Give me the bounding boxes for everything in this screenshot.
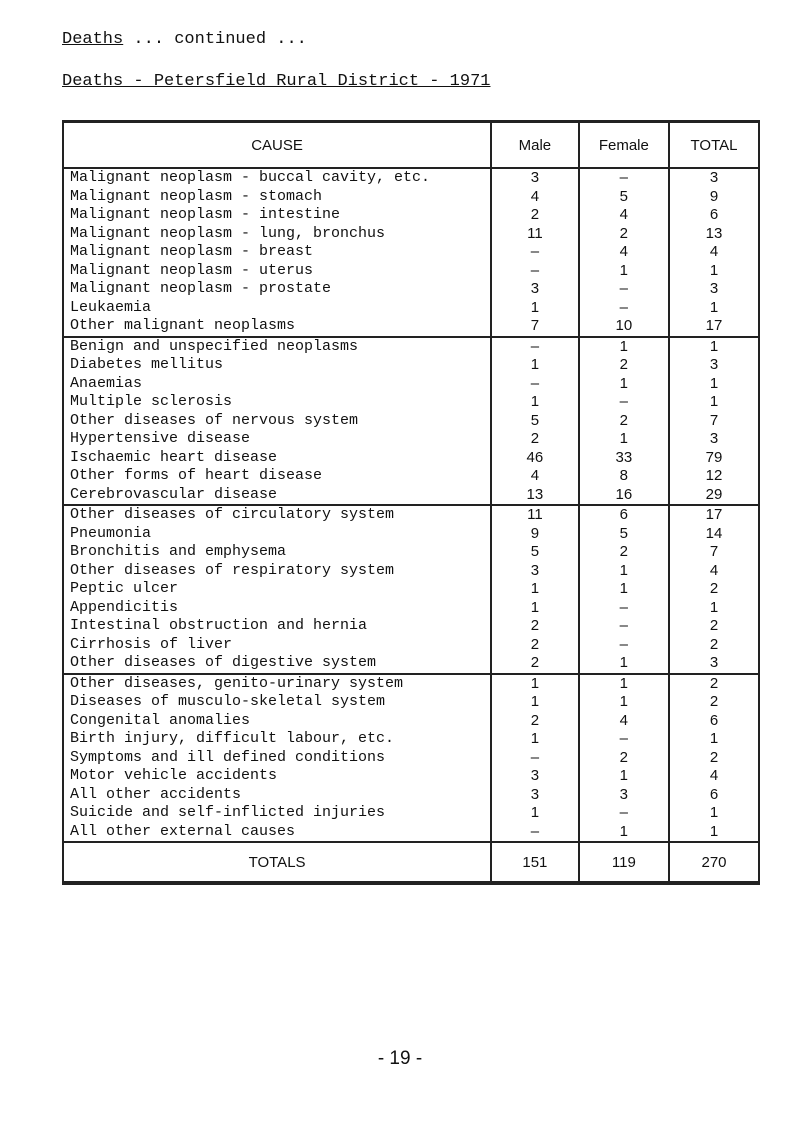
count-value: – (530, 243, 540, 260)
count-value: – (619, 298, 629, 316)
count-value: – (619, 393, 629, 410)
count-value: 2 (619, 748, 629, 766)
count-value: 3 (619, 785, 629, 803)
cause-label: Other forms of heart disease (70, 467, 323, 484)
cause-label: Malignant neoplasm - buccal cavity, etc. (70, 169, 431, 186)
count-value: 2 (530, 635, 540, 653)
count-value: 3 (530, 280, 540, 297)
count-value: 2 (709, 693, 719, 710)
count-value: 1 (530, 598, 540, 616)
count-value: 3 (709, 356, 719, 373)
female-cell (579, 505, 669, 674)
cause-label: Ischaemic heart disease (70, 448, 278, 466)
count-value: 12 (705, 467, 723, 484)
male-cell (491, 505, 579, 674)
cause-label: Benign and unspecified neoplasms (70, 337, 359, 355)
count-value: 17 (705, 506, 723, 523)
totals-female: 119 (579, 842, 669, 883)
count-value: 5 (530, 411, 540, 429)
count-value: 2 (530, 206, 540, 223)
cause-label: Congenital anomalies (70, 711, 251, 729)
count-value: 9 (530, 524, 540, 542)
count-value: 1 (709, 822, 719, 840)
count-value: 1 (619, 654, 629, 671)
cause-label: Diseases of musculo-skeletal system (70, 693, 386, 710)
count-value: 3 (530, 767, 540, 784)
header-total: TOTAL (669, 122, 759, 169)
cause-label: Anaemias (70, 374, 143, 392)
count-value: 5 (619, 524, 629, 542)
count-value: – (619, 617, 629, 634)
count-value: 1 (530, 693, 540, 710)
count-value: 2 (530, 654, 540, 671)
count-value: 2 (709, 617, 719, 634)
count-value: 4 (709, 561, 719, 579)
cause-label: Leukaemia (70, 298, 152, 316)
count-value: 46 (526, 448, 544, 466)
cause-label: Appendicitis (70, 598, 179, 616)
count-value: 1 (530, 580, 540, 597)
header-female: Female (579, 122, 669, 169)
count-value: 4 (530, 467, 540, 484)
count-value: 1 (709, 374, 719, 392)
count-value: 2 (619, 543, 629, 560)
count-value: 2 (709, 748, 719, 766)
count-value: 4 (709, 243, 719, 260)
deaths-table (62, 120, 760, 885)
cause-label: Motor vehicle accidents (70, 767, 278, 784)
count-value: 2 (530, 711, 540, 729)
cause-label: Malignant neoplasm - breast (70, 243, 314, 260)
count-value: 1 (619, 261, 629, 279)
cause-label: Diabetes mellitus (70, 356, 224, 373)
cause-label: Other diseases of respiratory system (70, 561, 395, 579)
count-value: 1 (709, 337, 719, 355)
row-group (63, 168, 759, 337)
count-value: 3 (709, 169, 719, 186)
cause-label: Symptoms and ill defined conditions (70, 748, 386, 766)
count-value: 1 (709, 261, 719, 279)
count-value: 2 (530, 430, 540, 447)
count-value: 1 (709, 298, 719, 316)
count-value: 13 (526, 485, 544, 503)
cause-label: Hypertensive disease (70, 430, 251, 447)
count-value: 33 (615, 448, 633, 466)
count-value: – (530, 261, 540, 279)
count-value: 6 (709, 785, 719, 803)
count-value: 1 (709, 804, 719, 821)
count-value: – (619, 169, 629, 186)
count-value: 10 (615, 317, 633, 334)
cause-label: Suicide and self-inflicted injuries (70, 804, 386, 821)
cause-label: Other diseases, genito-urinary system (70, 674, 404, 692)
count-value: 1 (619, 337, 629, 355)
count-value: 3 (709, 430, 719, 447)
male-cell (491, 337, 579, 506)
count-value: 6 (709, 206, 719, 223)
totals-row (63, 842, 759, 883)
count-value: 1 (530, 674, 540, 692)
count-value: 29 (705, 485, 723, 503)
count-value: 4 (530, 187, 540, 205)
cause-label: Birth injury, difficult labour, etc. (70, 730, 395, 747)
cause-label: All other accidents (70, 785, 242, 803)
cause-cell (63, 337, 491, 506)
cause-label: All other external causes (70, 822, 296, 840)
count-value: 7 (709, 411, 719, 429)
cause-label: Bronchitis and emphysema (70, 543, 287, 560)
count-value: 1 (619, 580, 629, 597)
count-value: 9 (709, 187, 719, 205)
count-value: 2 (709, 635, 719, 653)
table-body (63, 168, 759, 842)
cause-label: Malignant neoplasm - intestine (70, 206, 341, 223)
count-value: 2 (709, 580, 719, 597)
count-value: 3 (709, 280, 719, 297)
count-value: 6 (709, 711, 719, 729)
count-value: 1 (619, 674, 629, 692)
count-value: – (530, 748, 540, 766)
total-cell (669, 505, 759, 674)
count-value: 1 (530, 804, 540, 821)
count-value: 1 (530, 356, 540, 373)
count-value: – (619, 635, 629, 653)
count-value: 1 (619, 822, 629, 840)
count-value: 1 (530, 298, 540, 316)
cause-label: Multiple sclerosis (70, 393, 233, 410)
cause-label: Other malignant neoplasms (70, 317, 296, 334)
count-value: – (619, 804, 629, 821)
count-value: 3 (709, 654, 719, 671)
count-value: 1 (619, 561, 629, 579)
count-value: 11 (527, 506, 543, 523)
count-value: 2 (709, 674, 719, 692)
count-value: 1 (619, 693, 629, 710)
count-value: 1 (709, 730, 719, 747)
count-value: – (619, 598, 629, 616)
count-value: 79 (705, 448, 723, 466)
count-value: 16 (615, 485, 633, 503)
count-value: 3 (530, 785, 540, 803)
row-group (63, 337, 759, 506)
female-cell (579, 674, 669, 843)
page-number: - 19 - (377, 1048, 423, 1069)
count-value: 1 (530, 730, 540, 747)
cause-label: Intestinal obstruction and hernia (70, 617, 368, 634)
count-value: 1 (530, 393, 540, 410)
count-value: 1 (619, 430, 629, 447)
continued-suffix: ... continued ... (123, 30, 307, 49)
cause-label: Other diseases of circulatory system (70, 506, 395, 523)
count-value: – (619, 280, 629, 297)
count-value: 4 (619, 243, 629, 260)
row-group (63, 505, 759, 674)
count-value: 13 (705, 224, 723, 242)
count-value: 1 (619, 374, 629, 392)
cause-label: Malignant neoplasm - uterus (70, 261, 314, 279)
male-cell (491, 674, 579, 843)
header-male: Male (491, 122, 579, 169)
count-value: 7 (530, 317, 540, 334)
count-value: 1 (619, 767, 629, 784)
count-value: – (530, 337, 540, 355)
count-value: 2 (619, 224, 629, 242)
count-value: 1 (709, 393, 719, 410)
count-value: 7 (709, 543, 719, 560)
count-value: 4 (619, 711, 629, 729)
count-value: 1 (709, 598, 719, 616)
cause-label: Other diseases of digestive system (70, 654, 377, 671)
cause-label: Other diseases of nervous system (70, 411, 359, 429)
total-cell (669, 674, 759, 843)
count-value: 2 (619, 411, 629, 429)
totals-label: TOTALS (63, 842, 491, 883)
cause-label: Pneumonia (70, 524, 152, 542)
count-value: 3 (530, 561, 540, 579)
total-cell (669, 168, 759, 337)
count-value: 4 (619, 206, 629, 223)
cause-cell (63, 505, 491, 674)
total-cell (669, 337, 759, 506)
row-group (63, 674, 759, 843)
page-title: Deaths - Petersfield Rural District - 1971 (62, 72, 491, 91)
cause-label: Cirrhosis of liver (70, 635, 233, 653)
header-cause: CAUSE (63, 122, 491, 169)
cause-label: Malignant neoplasm - prostate (70, 280, 332, 297)
count-value: 2 (619, 356, 629, 373)
count-value: – (530, 822, 540, 840)
female-cell (579, 168, 669, 337)
count-value: 5 (619, 187, 629, 205)
female-cell (579, 337, 669, 506)
count-value: 5 (530, 543, 540, 560)
continued-heading (62, 30, 307, 49)
cause-cell (63, 168, 491, 337)
count-value: 17 (705, 317, 723, 334)
continued-prefix: Deaths (62, 30, 124, 49)
totals-male: 151 (491, 842, 579, 883)
cause-label: Malignant neoplasm - stomach (70, 187, 323, 205)
count-value: – (619, 730, 629, 747)
cause-label: Cerebrovascular disease (70, 485, 278, 503)
cause-label: Malignant neoplasm - lung, bronchus (70, 224, 386, 242)
count-value: 11 (527, 224, 543, 242)
count-value: – (530, 374, 540, 392)
count-value: 4 (709, 767, 719, 784)
totals-total: 270 (669, 842, 759, 883)
cause-label: Peptic ulcer (70, 580, 179, 597)
cause-cell (63, 674, 491, 843)
count-value: 2 (530, 617, 540, 634)
count-value: 8 (619, 467, 629, 484)
count-value: 3 (530, 169, 540, 186)
count-value: 6 (619, 506, 629, 523)
male-cell (491, 168, 579, 337)
count-value: 14 (705, 524, 723, 542)
table-header-row (63, 122, 759, 169)
